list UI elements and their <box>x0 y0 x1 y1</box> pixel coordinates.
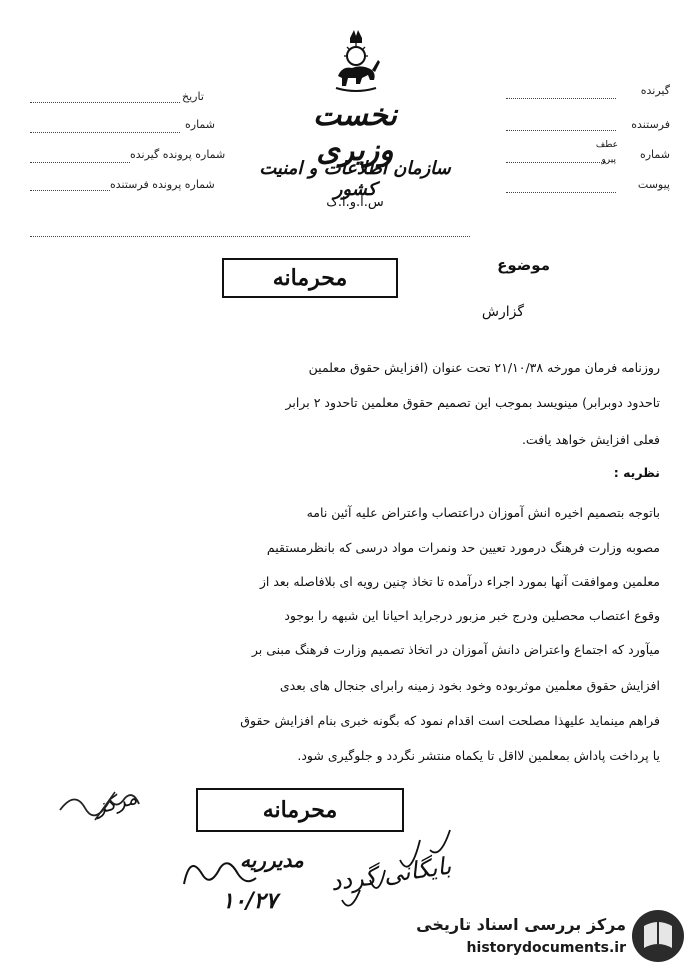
body-line-8: وقوع اعتصاب محصلین ودرج خبر مزبور درجراید احیانا این شبهه را بوجود <box>284 608 660 623</box>
attachment-line <box>506 192 616 193</box>
number-field-label: شماره <box>185 118 216 131</box>
reference-code: س.ا.و.ا.ک <box>326 195 384 210</box>
body-line-5: باتوجه بتصمیم اخیره انش آموزان دراعتصاب واعتراض علیه آئین نامه <box>306 505 660 520</box>
footer-org-name: مرکز بررسی اسناد تاریخی <box>416 915 626 934</box>
separator-line <box>30 236 470 237</box>
date-field-line <box>30 102 180 103</box>
recipient-line <box>506 98 616 99</box>
recipient-file-number-label: شماره پرونده گیرنده <box>130 148 226 161</box>
body-line-9: میآورد که اجتماع واعتراض دانش آموزان در اتخاذ تصمیم وزارت فرهنگ مبنی بر <box>251 642 660 657</box>
sender-line <box>506 130 616 131</box>
sender-label: فرستنده <box>631 118 670 131</box>
org-title: نخست وزیری <box>313 98 397 168</box>
subject-label: موضوع <box>497 256 550 274</box>
history-documents-logo-icon <box>630 908 686 964</box>
handwritten-date: ۱۰/۲۷ <box>222 888 278 914</box>
recipient-label: گیرنده <box>640 84 670 97</box>
subject-value: گزارش <box>481 304 524 320</box>
handwritten-note-right: بایگانی گردد <box>328 851 453 897</box>
body-line-3: فعلی افزایش خواهد یافت. <box>521 432 660 447</box>
atf-label: عطف <box>595 140 618 150</box>
body-line-11: فراهم مینماید علیهذا مصلحت است اقدام نمود که بگونه خبری بنام افزایش حقوق <box>240 713 660 728</box>
classification-stamp-top: محرمانه <box>222 258 398 298</box>
body-line-7: معلمین وموافقت آنها بمورد اجراء درآمده تا تخاذ چنین رویه ای بلافاصله بعد از <box>259 574 660 589</box>
footer-website-link[interactable]: historydocuments.ir <box>466 940 626 956</box>
body-line-12: یا پرداخت پاداش بمعلمین لااقل تا یکماه منتشر نگردد و جلوگیری شود. <box>297 748 660 763</box>
scribble-signature-icon <box>55 780 145 830</box>
handwritten-note-middle: مدیرریه <box>240 848 304 872</box>
number-field-line <box>30 132 180 133</box>
sender-file-number-line <box>30 190 110 191</box>
peyro-label: پیرو <box>601 155 616 165</box>
sender-file-number-label: شماره پرونده فرستنده <box>110 178 215 191</box>
recipient-file-number-line <box>30 162 130 163</box>
handwritten-strokes-icon <box>330 820 470 920</box>
opinion-heading: نظریه : <box>613 465 660 480</box>
number-right-line <box>506 162 606 163</box>
body-line-10: افزایش حقوق معلمین موثربوده وخود بخود زمینه رابرای جنجال های بعدی <box>279 678 660 693</box>
attachment-label: پیوست <box>637 178 670 191</box>
body-line-6: مصوبه وزارت فرهنگ درمورد تعیین حد ونمرات مواد درسی که بانظرمستقیم <box>266 540 660 555</box>
lion-and-sun-emblem-icon <box>328 28 384 98</box>
org-subtitle: سازمان اطلاعات و امنیت کشور <box>259 158 451 200</box>
classification-stamp-bottom: محرمانه <box>196 788 404 832</box>
number-right-label: شماره <box>639 148 670 161</box>
body-line-2: تاحدود دوبرابر) مینویسد بموجب این تصمیم حقوق معلمین تاحدود ۲ برابر <box>285 395 660 410</box>
body-line-1: روزنامه فرمان مورخه ۲۱/۱۰/۳۸ تحت عنوان (افزایش حقوق معلمین <box>308 360 660 375</box>
handwritten-note-left: مرکز <box>92 784 140 820</box>
date-field-label: تاریخ <box>182 90 204 103</box>
